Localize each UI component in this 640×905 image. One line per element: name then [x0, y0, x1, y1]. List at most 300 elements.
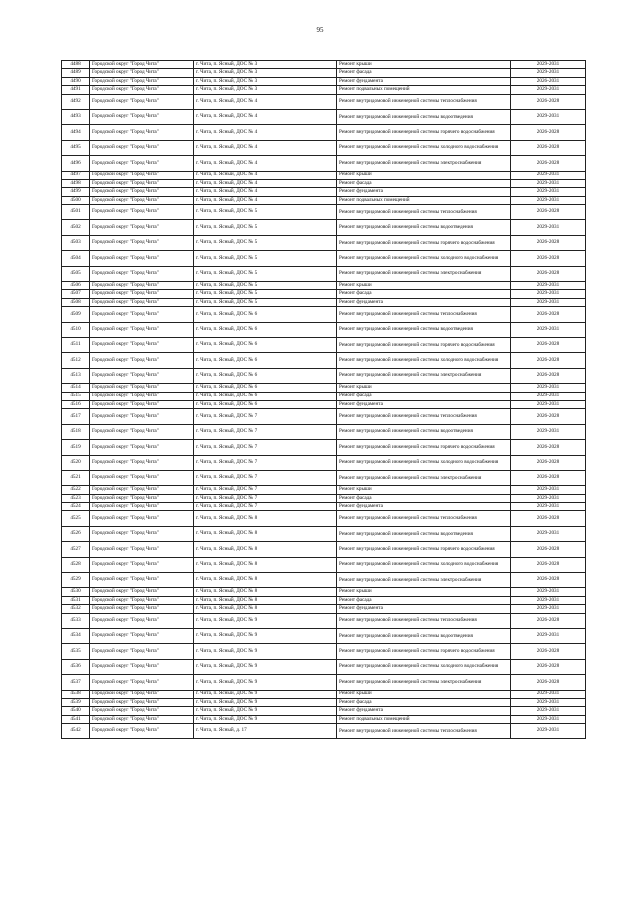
work-type-cell: Ремонт фасада: [337, 494, 511, 502]
address-cell: г. Чита, п. Ясный, ДОС № 9: [194, 715, 337, 723]
table-row: [62, 251, 586, 266]
work-type-cell: Ремонт внутридомовой инженерной системы теплоснабжения: [337, 511, 511, 526]
address-cell: г. Чита, п. Ясный, ДОС № 7: [194, 494, 337, 502]
period-cell: 2029-2031: [511, 707, 586, 715]
period-cell: 2026-2028: [511, 353, 586, 368]
address-cell: г. Чита, п. Ясный, ДОС № 8: [194, 526, 337, 541]
address-cell: г. Чита, п. Ясный, ДОС № 4: [194, 171, 337, 179]
address-cell: г. Чита, п. Ясный, ДОС № 9: [194, 707, 337, 715]
row-number: 4536: [62, 659, 90, 674]
municipality-cell: Городской округ "Город Чита": [90, 659, 194, 674]
municipality-cell: Городской округ "Город Чита": [90, 698, 194, 706]
municipality-cell: Городской округ "Город Чита": [90, 140, 194, 155]
row-number: 4488: [62, 61, 90, 69]
work-type-cell: Ремонт внутридомовой инженерной системы холодного водоснабжения: [337, 251, 511, 266]
municipality-cell: Городской округ "Город Чита": [90, 282, 194, 290]
municipality-cell: Городской округ "Город Чита": [90, 205, 194, 220]
table-row: [62, 140, 586, 155]
row-number: 4512: [62, 353, 90, 368]
address-cell: г. Чита, п. Ясный, ДОС № 5: [194, 290, 337, 298]
address-cell: г. Чита, п. Ясный, д. 17: [194, 724, 337, 739]
row-number: 4503: [62, 235, 90, 250]
municipality-cell: Городской округ "Город Чита": [90, 494, 194, 502]
municipality-cell: Городской округ "Город Чита": [90, 251, 194, 266]
address-cell: г. Чита, п. Ясный, ДОС № 7: [194, 440, 337, 455]
municipality-cell: Городской округ "Город Чита": [90, 290, 194, 298]
period-cell: 2029-2031: [511, 724, 586, 739]
address-cell: г. Чита, п. Ясный, ДОС № 6: [194, 400, 337, 408]
period-cell: 2026-2028: [511, 659, 586, 674]
municipality-cell: Городской округ "Город Чита": [90, 61, 194, 69]
work-type-cell: Ремонт внутридомовой инженерной системы электроснабжения: [337, 470, 511, 485]
period-cell: 2029-2031: [511, 322, 586, 337]
municipality-cell: Городской округ "Город Чита": [90, 503, 194, 511]
work-type-cell: Ремонт внутридомовой инженерной системы электроснабжения: [337, 675, 511, 690]
row-number: 4511: [62, 337, 90, 352]
address-cell: г. Чита, п. Ясный, ДОС № 4: [194, 109, 337, 124]
address-cell: г. Чита, п. Ясный, ДОС № 6: [194, 384, 337, 392]
period-cell: 2029-2031: [511, 698, 586, 706]
address-cell: г. Чита, п. Ясный, ДОС № 9: [194, 690, 337, 698]
address-cell: г. Чита, п. Ясный, ДОС № 5: [194, 282, 337, 290]
table-row: [62, 613, 586, 628]
table-row: [62, 557, 586, 572]
period-cell: 2029-2031: [511, 220, 586, 235]
address-cell: г. Чита, п. Ясный, ДОС № 5: [194, 235, 337, 250]
period-cell: 2026-2028: [511, 613, 586, 628]
period-cell: 2029-2031: [511, 424, 586, 439]
row-number: 4510: [62, 322, 90, 337]
period-cell: 2029-2031: [511, 196, 586, 204]
table-row: [62, 573, 586, 588]
municipality-cell: Городской округ "Город Чита": [90, 542, 194, 557]
row-number: 4494: [62, 125, 90, 140]
address-cell: г. Чита, п. Ясный, ДОС № 9: [194, 659, 337, 674]
municipality-cell: Городской округ "Город Чита": [90, 605, 194, 613]
table-row: [62, 290, 586, 298]
row-number: 4533: [62, 613, 90, 628]
work-type-cell: Ремонт фасада: [337, 179, 511, 187]
row-number: 4531: [62, 596, 90, 604]
table-row: [62, 196, 586, 204]
period-cell: 2029-2031: [511, 298, 586, 306]
address-cell: г. Чита, п. Ясный, ДОС № 7: [194, 424, 337, 439]
municipality-cell: Городской округ "Город Чита": [90, 511, 194, 526]
period-cell: 2029-2031: [511, 282, 586, 290]
municipality-cell: Городской округ "Город Чита": [90, 179, 194, 187]
table-row: [62, 424, 586, 439]
row-number: 4491: [62, 86, 90, 94]
work-type-cell: Ремонт внутридомовой инженерной системы горячего водоснабжения: [337, 125, 511, 140]
row-number: 4490: [62, 77, 90, 85]
municipality-cell: Городской округ "Город Чита": [90, 644, 194, 659]
municipality-cell: Городской округ "Город Чита": [90, 440, 194, 455]
address-cell: г. Чита, п. Ясный, ДОС № 9: [194, 613, 337, 628]
address-cell: г. Чита, п. Ясный, ДОС № 4: [194, 94, 337, 109]
row-number: 4528: [62, 557, 90, 572]
period-cell: 2029-2031: [511, 290, 586, 298]
row-number: 4505: [62, 266, 90, 281]
municipality-cell: Городской округ "Город Чита": [90, 171, 194, 179]
address-cell: г. Чита, п. Ясный, ДОС № 4: [194, 140, 337, 155]
work-type-cell: Ремонт крыши: [337, 282, 511, 290]
address-cell: г. Чита, п. Ясный, ДОС № 9: [194, 628, 337, 643]
work-type-cell: Ремонт внутридомовой инженерной системы горячего водоснабжения: [337, 542, 511, 557]
table-row: [62, 455, 586, 470]
municipality-cell: Городской округ "Город Чита": [90, 235, 194, 250]
period-cell: 2029-2031: [511, 384, 586, 392]
municipality-cell: Городской округ "Город Чита": [90, 588, 194, 596]
row-number: 4496: [62, 156, 90, 171]
row-number: 4513: [62, 368, 90, 383]
row-number: 4508: [62, 298, 90, 306]
address-cell: г. Чита, п. Ясный, ДОС № 3: [194, 77, 337, 85]
table-row: [62, 690, 586, 698]
row-number: 4532: [62, 605, 90, 613]
period-cell: 2026-2028: [511, 156, 586, 171]
row-number: 4541: [62, 715, 90, 723]
period-cell: 2029-2031: [511, 61, 586, 69]
row-number: 4542: [62, 724, 90, 739]
work-type-cell: Ремонт внутридомовой инженерной системы электроснабжения: [337, 156, 511, 171]
table-row: [62, 125, 586, 140]
address-cell: г. Чита, п. Ясный, ДОС № 6: [194, 368, 337, 383]
row-number: 4519: [62, 440, 90, 455]
period-cell: 2029-2031: [511, 526, 586, 541]
work-type-cell: Ремонт внутридомовой инженерной системы холодного водоснабжения: [337, 557, 511, 572]
address-cell: г. Чита, п. Ясный, ДОС № 8: [194, 605, 337, 613]
period-cell: 2026-2028: [511, 94, 586, 109]
row-number: 4500: [62, 196, 90, 204]
work-type-cell: Ремонт внутридомовой инженерной системы водоотведения: [337, 526, 511, 541]
period-cell: 2026-2028: [511, 644, 586, 659]
table-row: [62, 659, 586, 674]
row-number: 4538: [62, 690, 90, 698]
work-type-cell: Ремонт внутридомовой инженерной системы горячего водоснабжения: [337, 337, 511, 352]
table-row: [62, 353, 586, 368]
row-number: 4520: [62, 455, 90, 470]
table-row: [62, 494, 586, 502]
address-cell: г. Чита, п. Ясный, ДОС № 4: [194, 179, 337, 187]
address-cell: г. Чита, п. Ясный, ДОС № 7: [194, 470, 337, 485]
period-cell: 2029-2031: [511, 690, 586, 698]
work-type-cell: Ремонт внутридомовой инженерной системы электроснабжения: [337, 573, 511, 588]
address-cell: г. Чита, п. Ясный, ДОС № 8: [194, 596, 337, 604]
period-cell: 2029-2031: [511, 86, 586, 94]
address-cell: г. Чита, п. Ясный, ДОС № 4: [194, 125, 337, 140]
period-cell: 2029-2031: [511, 628, 586, 643]
table-row: [62, 605, 586, 613]
work-type-cell: Ремонт внутридомовой инженерной системы электроснабжения: [337, 266, 511, 281]
repair-schedule-table: [61, 60, 586, 739]
table-row: [62, 69, 586, 77]
work-type-cell: Ремонт внутридомовой инженерной системы водоотведения: [337, 109, 511, 124]
period-cell: 2029-2031: [511, 486, 586, 494]
address-cell: г. Чита, п. Ясный, ДОС № 4: [194, 188, 337, 196]
work-type-cell: Ремонт внутридомовой инженерной системы холодного водоснабжения: [337, 353, 511, 368]
table-row: [62, 384, 586, 392]
row-number: 4537: [62, 675, 90, 690]
work-type-cell: Ремонт крыши: [337, 384, 511, 392]
row-number: 4497: [62, 171, 90, 179]
row-number: 4540: [62, 707, 90, 715]
table-row: [62, 628, 586, 643]
work-type-cell: Ремонт фундамента: [337, 298, 511, 306]
work-type-cell: Ремонт подвальных помещений: [337, 196, 511, 204]
period-cell: 2026-2031: [511, 77, 586, 85]
municipality-cell: Городской округ "Город Чита": [90, 470, 194, 485]
period-cell: 2026-2028: [511, 675, 586, 690]
work-type-cell: Ремонт фасада: [337, 698, 511, 706]
table-row: [62, 644, 586, 659]
row-number: 4516: [62, 400, 90, 408]
address-cell: г. Чита, п. Ясный, ДОС № 6: [194, 322, 337, 337]
municipality-cell: Городской округ "Город Чита": [90, 266, 194, 281]
row-number: 4535: [62, 644, 90, 659]
table-row: [62, 470, 586, 485]
table-row: [62, 266, 586, 281]
period-cell: 2029-2031: [511, 503, 586, 511]
row-number: 4495: [62, 140, 90, 155]
table-row: [62, 542, 586, 557]
address-cell: г. Чита, п. Ясный, ДОС № 3: [194, 86, 337, 94]
table-row: [62, 307, 586, 322]
municipality-cell: Городской округ "Город Чита": [90, 156, 194, 171]
municipality-cell: Городской округ "Город Чита": [90, 298, 194, 306]
period-cell: 2026-2028: [511, 511, 586, 526]
address-cell: г. Чита, п. Ясный, ДОС № 3: [194, 69, 337, 77]
work-type-cell: Ремонт внутридомовой инженерной системы водоотведения: [337, 424, 511, 439]
work-type-cell: Ремонт внутридомовой инженерной системы холодного водоснабжения: [337, 140, 511, 155]
row-number: 4499: [62, 188, 90, 196]
work-type-cell: Ремонт внутридомовой инженерной системы горячего водоснабжения: [337, 440, 511, 455]
period-cell: 2026-2028: [511, 455, 586, 470]
municipality-cell: Городской округ "Город Чита": [90, 86, 194, 94]
municipality-cell: Городской округ "Город Чита": [90, 613, 194, 628]
work-type-cell: Ремонт подвальных помещений: [337, 715, 511, 723]
work-type-cell: Ремонт фундамента: [337, 188, 511, 196]
table-row: [62, 698, 586, 706]
municipality-cell: Городской округ "Город Чита": [90, 322, 194, 337]
work-type-cell: Ремонт крыши: [337, 588, 511, 596]
table-row: [62, 368, 586, 383]
address-cell: г. Чита, п. Ясный, ДОС № 8: [194, 573, 337, 588]
row-number: 4514: [62, 384, 90, 392]
municipality-cell: Городской округ "Город Чита": [90, 188, 194, 196]
period-cell: 2026-2028: [511, 140, 586, 155]
table-row: [62, 322, 586, 337]
row-number: 4501: [62, 205, 90, 220]
municipality-cell: Городской округ "Город Чита": [90, 94, 194, 109]
period-cell: 2026-2028: [511, 337, 586, 352]
work-type-cell: Ремонт фасада: [337, 392, 511, 400]
period-cell: 2026-2028: [511, 557, 586, 572]
table-body: [62, 61, 586, 739]
work-type-cell: Ремонт внутридомовой инженерной системы водоотведения: [337, 322, 511, 337]
work-type-cell: Ремонт внутридомовой инженерной системы теплоснабжения: [337, 409, 511, 424]
municipality-cell: Городской округ "Город Чита": [90, 77, 194, 85]
municipality-cell: Городской округ "Город Чита": [90, 675, 194, 690]
table-row: [62, 61, 586, 69]
period-cell: 2026-2028: [511, 251, 586, 266]
row-number: 4534: [62, 628, 90, 643]
row-number: 4509: [62, 307, 90, 322]
address-cell: г. Чита, п. Ясный, ДОС № 7: [194, 486, 337, 494]
work-type-cell: Ремонт внутридомовой инженерной системы горячего водоснабжения: [337, 235, 511, 250]
work-type-cell: Ремонт подвальных помещений: [337, 86, 511, 94]
period-cell: 2029-2031: [511, 69, 586, 77]
work-type-cell: Ремонт внутридомовой инженерной системы теплоснабжения: [337, 307, 511, 322]
work-type-cell: Ремонт внутридомовой инженерной системы водоотведения: [337, 220, 511, 235]
address-cell: г. Чита, п. Ясный, ДОС № 6: [194, 392, 337, 400]
table-row: [62, 400, 586, 408]
address-cell: г. Чита, п. Ясный, ДОС № 4: [194, 156, 337, 171]
table-row: [62, 675, 586, 690]
municipality-cell: Городской округ "Город Чита": [90, 384, 194, 392]
row-number: 4527: [62, 542, 90, 557]
municipality-cell: Городской округ "Город Чита": [90, 109, 194, 124]
address-cell: г. Чита, п. Ясный, ДОС № 4: [194, 196, 337, 204]
municipality-cell: Городской округ "Город Чита": [90, 715, 194, 723]
address-cell: г. Чита, п. Ясный, ДОС № 7: [194, 409, 337, 424]
work-type-cell: Ремонт внутридомовой инженерной системы теплоснабжения: [337, 94, 511, 109]
row-number: 4507: [62, 290, 90, 298]
row-number: 4529: [62, 573, 90, 588]
work-type-cell: Ремонт фундамента: [337, 400, 511, 408]
table-row: [62, 511, 586, 526]
municipality-cell: Городской округ "Город Чита": [90, 486, 194, 494]
municipality-cell: Городской округ "Город Чита": [90, 125, 194, 140]
municipality-cell: Городской округ "Город Чита": [90, 557, 194, 572]
table-row: [62, 503, 586, 511]
row-number: 4530: [62, 588, 90, 596]
period-cell: 2026-2028: [511, 307, 586, 322]
address-cell: г. Чита, п. Ясный, ДОС № 6: [194, 353, 337, 368]
municipality-cell: Городской округ "Город Чита": [90, 368, 194, 383]
period-cell: 2029-2031: [511, 605, 586, 613]
municipality-cell: Городской округ "Город Чита": [90, 409, 194, 424]
work-type-cell: Ремонт фундамента: [337, 707, 511, 715]
period-cell: 2029-2031: [511, 392, 586, 400]
page-number: 95: [316, 26, 324, 34]
table-row: [62, 282, 586, 290]
period-cell: 2026-2028: [511, 368, 586, 383]
address-cell: г. Чита, п. Ясный, ДОС № 5: [194, 251, 337, 266]
address-cell: г. Чита, п. Ясный, ДОС № 7: [194, 503, 337, 511]
row-number: 4493: [62, 109, 90, 124]
row-number: 4539: [62, 698, 90, 706]
work-type-cell: Ремонт крыши: [337, 486, 511, 494]
row-number: 4504: [62, 251, 90, 266]
table-row: [62, 298, 586, 306]
municipality-cell: Городской округ "Город Чита": [90, 400, 194, 408]
work-type-cell: Ремонт крыши: [337, 61, 511, 69]
table-row: [62, 409, 586, 424]
table-row: [62, 707, 586, 715]
table-row: [62, 392, 586, 400]
table-row: [62, 724, 586, 739]
table-row: [62, 596, 586, 604]
table-row: [62, 171, 586, 179]
address-cell: г. Чита, п. Ясный, ДОС № 5: [194, 220, 337, 235]
municipality-cell: Городской округ "Город Чита": [90, 526, 194, 541]
row-number: 4525: [62, 511, 90, 526]
table-row: [62, 337, 586, 352]
address-cell: г. Чита, п. Ясный, ДОС № 5: [194, 298, 337, 306]
table-row: [62, 440, 586, 455]
table-row: [62, 77, 586, 85]
period-cell: 2029-2031: [511, 109, 586, 124]
municipality-cell: Городской округ "Город Чита": [90, 337, 194, 352]
address-cell: г. Чита, п. Ясный, ДОС № 9: [194, 675, 337, 690]
row-number: 4506: [62, 282, 90, 290]
work-type-cell: Ремонт внутридомовой инженерной системы теплоснабжения: [337, 724, 511, 739]
municipality-cell: Городской округ "Город Чита": [90, 424, 194, 439]
municipality-cell: Городской округ "Город Чита": [90, 69, 194, 77]
row-number: 4515: [62, 392, 90, 400]
period-cell: 2026-2028: [511, 125, 586, 140]
row-number: 4523: [62, 494, 90, 502]
period-cell: 2026-2028: [511, 542, 586, 557]
address-cell: г. Чита, п. Ясный, ДОС № 8: [194, 542, 337, 557]
period-cell: 2029-2031: [511, 188, 586, 196]
work-type-cell: Ремонт фундамента: [337, 503, 511, 511]
period-cell: 2026-2028: [511, 205, 586, 220]
work-type-cell: Ремонт внутридомовой инженерной системы водоотведения: [337, 628, 511, 643]
work-type-cell: Ремонт внутридомовой инженерной системы теплоснабжения: [337, 205, 511, 220]
period-cell: 2029-2031: [511, 400, 586, 408]
period-cell: 2026-2028: [511, 266, 586, 281]
municipality-cell: Городской округ "Город Чита": [90, 307, 194, 322]
municipality-cell: Городской округ "Город Чита": [90, 707, 194, 715]
table-row: [62, 526, 586, 541]
municipality-cell: Городской округ "Город Чита": [90, 353, 194, 368]
address-cell: г. Чита, п. Ясный, ДОС № 8: [194, 557, 337, 572]
period-cell: 2026-2028: [511, 235, 586, 250]
table-row: [62, 156, 586, 171]
address-cell: г. Чита, п. Ясный, ДОС № 6: [194, 337, 337, 352]
address-cell: г. Чита, п. Ясный, ДОС № 5: [194, 266, 337, 281]
work-type-cell: Ремонт фасада: [337, 596, 511, 604]
work-type-cell: Ремонт внутридомовой инженерной системы холодного водоснабжения: [337, 659, 511, 674]
work-type-cell: Ремонт внутридомовой инженерной системы холодного водоснабжения: [337, 455, 511, 470]
row-number: 4518: [62, 424, 90, 439]
municipality-cell: Городской округ "Город Чита": [90, 455, 194, 470]
row-number: 4492: [62, 94, 90, 109]
period-cell: 2029-2031: [511, 715, 586, 723]
address-cell: г. Чита, п. Ясный, ДОС № 5: [194, 205, 337, 220]
period-cell: 2029-2031: [511, 596, 586, 604]
work-type-cell: Ремонт фундамента: [337, 605, 511, 613]
period-cell: 2026-2028: [511, 573, 586, 588]
address-cell: г. Чита, п. Ясный, ДОС № 8: [194, 511, 337, 526]
municipality-cell: Городской округ "Город Чита": [90, 392, 194, 400]
row-number: 4524: [62, 503, 90, 511]
work-type-cell: Ремонт крыши: [337, 690, 511, 698]
period-cell: 2029-2031: [511, 588, 586, 596]
table-row: [62, 486, 586, 494]
row-number: 4517: [62, 409, 90, 424]
municipality-cell: Городской округ "Город Чита": [90, 690, 194, 698]
address-cell: г. Чита, п. Ясный, ДОС № 9: [194, 644, 337, 659]
table-row: [62, 86, 586, 94]
row-number: 4489: [62, 69, 90, 77]
table-row: [62, 220, 586, 235]
work-type-cell: Ремонт фундамента: [337, 77, 511, 85]
address-cell: г. Чита, п. Ясный, ДОС № 7: [194, 455, 337, 470]
row-number: 4498: [62, 179, 90, 187]
table-row: [62, 179, 586, 187]
